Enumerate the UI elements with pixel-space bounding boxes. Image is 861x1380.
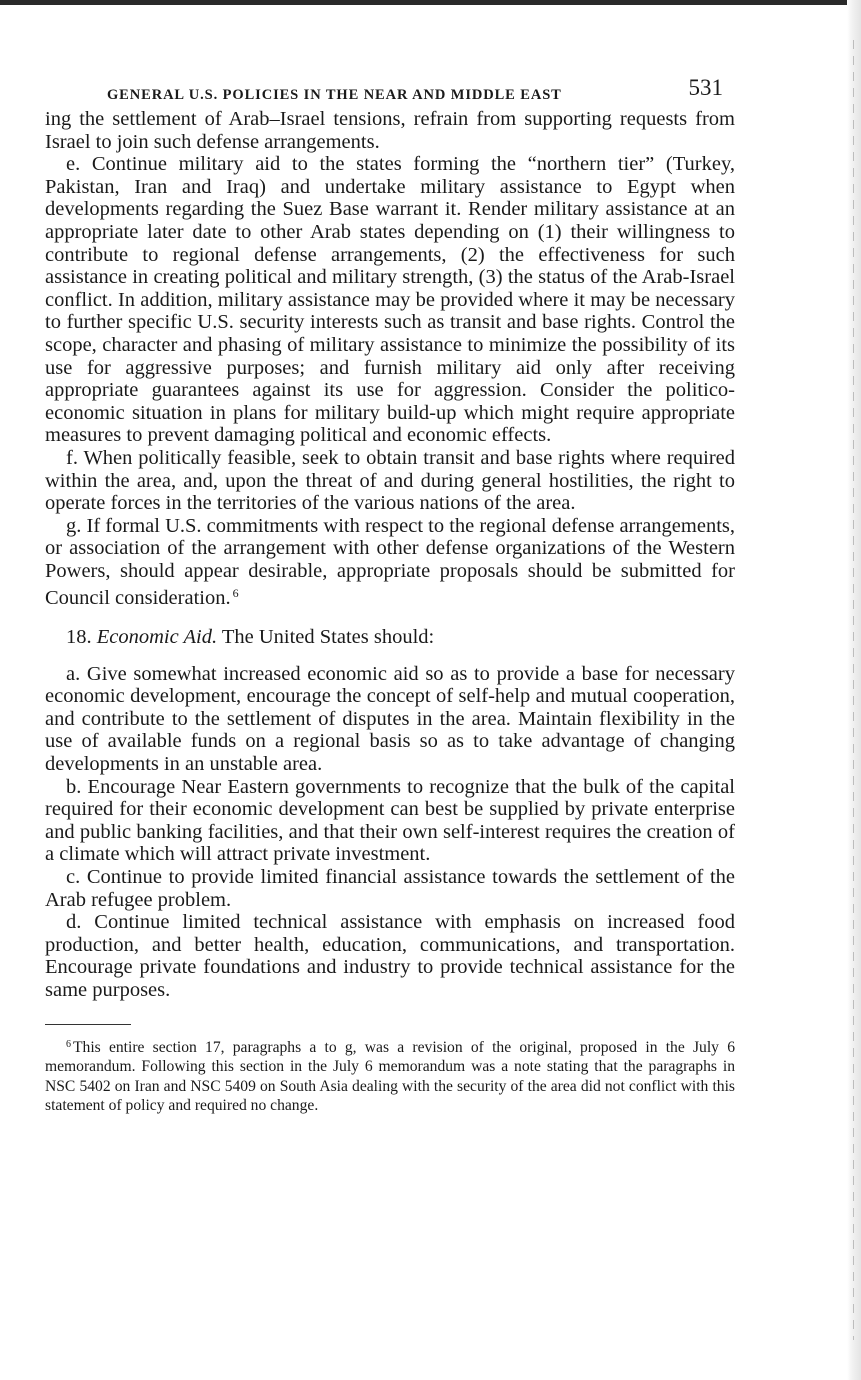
section-18-lead: The United States should: — [221, 626, 435, 649]
section-18-number: 18. — [66, 626, 92, 649]
paragraph-17e: e. Continue military aid to the states forming the “northern tier” (Turkey, Pakistan, Iran and Iraq) and undertake military assistance to Egypt when developments regarding the Suez Base warrant it. Render military assistance at an appropriate later date to other Arab states depending on (1) their willingness to contribute to regional defense arrangements, (2) the effectiveness for such assistance in creating political and military strength, (3) the status of the Arab-Israel conflict. In addition, military assistance may be provided where it may be necessary to further specific U.S. security interests such as transit and base rights. Control the scope, character and phasing of military assistance to minimize the possibility of its use for aggressive purposes; and furnish military aid only after receiving appropriate guarantees against its use for aggression. Consider the politico-economic situation in plans for military build-up which might require appropriate measures to prevent damaging political and economic effects. — [45, 153, 735, 447]
footnote-reference-6: 6 — [232, 586, 239, 601]
paragraph-17f: f. When politically feasible, seek to obtain transit and base rights where required within the area, and, upon the threat of and during general hostilities, the right to operate forces in the territories of the various nations of the area. — [45, 446, 735, 515]
running-title: GENERAL U.S. POLICIES IN THE NEAR AND MIDDLE EAST — [107, 87, 562, 103]
running-head — [45, 74, 735, 108]
paragraph-18a: a. Give somewhat increased economic aid so as to provide a base for necessary economic development, encourage the concept of self-help and mutual cooperation, and contribute to the settlement of disputes in the area. Maintain flexibility in the use of available funds on a regional basis so as to take advantage of changing developments in an unstable area. — [45, 662, 735, 776]
paragraph-18b: b. Encourage Near Eastern governments to recognize that the bulk of the capital required for their economic development can best be supplied by private enterprise and public banking facilities, and that their own self-interest requires the creation of a climate which will attract private investment. — [45, 775, 735, 866]
page-number: 531 — [688, 75, 723, 100]
document-page — [45, 74, 735, 1116]
footnote-6 — [45, 1035, 735, 1116]
paragraph-17g — [45, 515, 735, 610]
page-top-edge — [0, 0, 861, 5]
footnote-mark: 6 — [66, 1038, 71, 1050]
section-18-title: Economic Aid. — [96, 626, 218, 649]
footnote-divider — [45, 1024, 131, 1025]
footnote-text: This entire section 17, paragraphs a to g, was a revision of the original, proposed in the July 6 memorandum. Following this section in the July 6 memorandum was a note stating that the paragraphs in NSC 5402 on Iran and NSC 5409 on South Asia dealing with the security of the area did not conflict with this statement of policy and required no change. — [45, 1038, 735, 1115]
paragraph-18c: c. Continue to provide limited financial assistance towards the settlement of the Arab refugee problem. — [45, 866, 735, 911]
paragraph-18d: d. Continue limited technical assistance with emphasis on increased food production, and better health, education, communications, and transportation. Encourage private foundations and industry to provide technical assistance for the same purposes. — [45, 911, 735, 1001]
page-binding-edge — [847, 0, 861, 1380]
document-body — [45, 108, 735, 1002]
paragraph-17g-text: g. If formal U.S. commitments with respect to the regional defense arrangements, or association of the arrangement with other defense organizations of the Western Powers, should appear desirable, appropriate proposals should be submitted for Council consideration. — [45, 514, 735, 610]
paragraph-17d-continuation: ing the settlement of Arab–Israel tensions, refrain from supporting requests from Israel to join such defense arrangements. — [45, 108, 735, 153]
section-18-heading — [45, 626, 735, 649]
